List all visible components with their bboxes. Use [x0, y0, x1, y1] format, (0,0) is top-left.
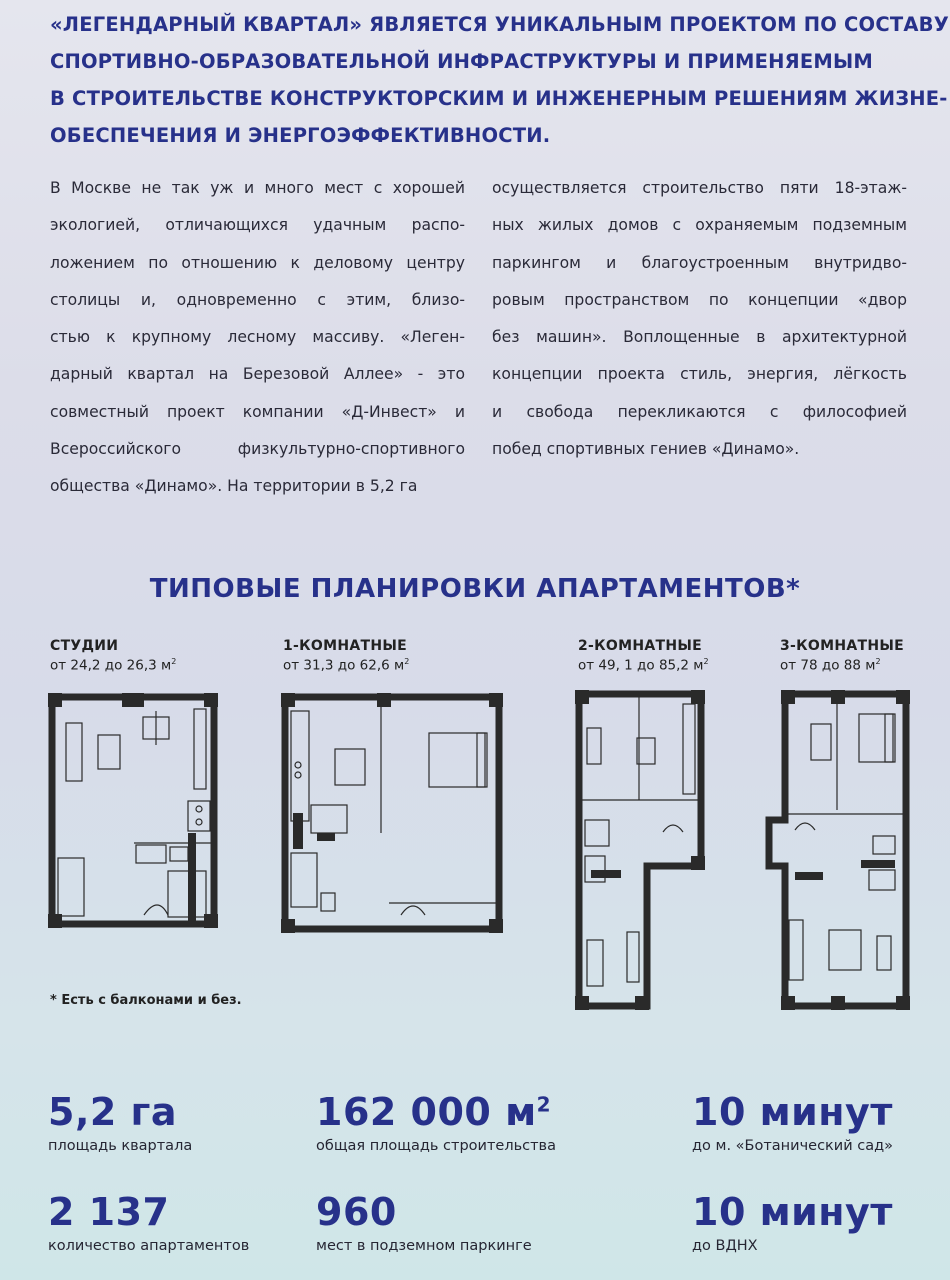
- body-line: паркингом и благоустроенным внутридво-: [492, 253, 907, 272]
- studio-floor-plan: [48, 693, 218, 928]
- footnote: * Есть с балконами и без.: [50, 993, 242, 1008]
- stat-metro-time: [692, 1090, 893, 1154]
- plan-label-studio: [50, 638, 176, 674]
- one-room-floor-plan: [281, 693, 503, 933]
- stat-value: 2 137: [48, 1190, 170, 1234]
- stat-value: 5,2 га: [48, 1090, 178, 1134]
- plan-area: от 24,2 до 26,3 $м^2$: [50, 657, 177, 674]
- stat-parking: [316, 1190, 532, 1254]
- stat-label: площадь квартала: [48, 1138, 193, 1154]
- stat-apartments: [48, 1190, 249, 1254]
- plan-area: от 49, 1 до 85,2 $м^2$: [578, 657, 709, 674]
- plan-name: 3-КОМНАТНЫЕ: [780, 638, 905, 654]
- body-line: концепции проекта стиль, энергия, лёгкость: [492, 365, 907, 384]
- intro-heading-line: В СТРОИТЕЛЬСТВЕ КОНСТРУКТОРСКИМ И ИНЖЕНЕРНЫМ РЕШЕНИЯМ ЖИЗНЕ-: [50, 87, 948, 110]
- section-title: ТИПОВЫЕ ПЛАНИРОВКИ АПАРТАМЕНТОВ*: [149, 574, 801, 604]
- plan-label-3-room: [780, 638, 904, 674]
- intro-heading-line: СПОРТИВНО-ОБРАЗОВАТЕЛЬНОЙ ИНФРАСТРУКТУРЫ И ПРИМЕНЯЕМЫМ: [50, 50, 873, 73]
- body-line: экологией, отличающихся удачным распо-: [50, 216, 465, 235]
- plan-label-2-room: [578, 638, 709, 674]
- stat-label: до м. «Ботанический сад»: [692, 1138, 894, 1154]
- body-text-right-column: [492, 170, 907, 468]
- stat-value: 960: [316, 1190, 397, 1234]
- body-line: без машин». Воплощенные в архитектурной: [492, 328, 907, 347]
- body-line: ложением по отношению к деловому центру: [50, 253, 465, 272]
- body-line: общества «Динамо». На территории в 5,2 га: [50, 477, 418, 496]
- body-line: ровым пространством по концепции «двор: [492, 290, 907, 309]
- stat-value: 10 минут: [692, 1190, 893, 1234]
- plan-name: 2-КОМНАТНЫЕ: [578, 638, 703, 654]
- body-line: столицы и, одновременно с этим, близо-: [50, 290, 465, 309]
- body-line: и свобода перекликаются с философией: [492, 402, 907, 421]
- body-line: совместный проект компании «Д-Инвест» и: [50, 402, 465, 421]
- stat-label: количество апартаментов: [48, 1238, 250, 1254]
- plan-area: от 31,3 до 62,6 $м^2$: [283, 657, 410, 674]
- plan-label-1-room: [283, 638, 409, 674]
- body-line: стью к крупному лесному массиву. «Леген-: [50, 328, 465, 347]
- stat-label: мест в подземном паркинге: [316, 1238, 532, 1254]
- intro-heading-line: «ЛЕГЕНДАРНЫЙ КВАРТАЛ» ЯВЛЯЕТСЯ УНИКАЛЬНЫМ ПРОЕКТОМ ПО СОСТАВУ: [50, 13, 949, 36]
- body-line: побед спортивных гениев «Динамо».: [492, 440, 800, 459]
- body-line: Всероссийского физкультурно-спортивного: [50, 440, 465, 459]
- body-line: осуществляется строительство пяти 18-этаж-: [492, 179, 907, 197]
- stat-vdnh-time: [692, 1190, 893, 1254]
- stat-label: общая площадь строительства: [316, 1138, 556, 1154]
- stat-area: [48, 1090, 192, 1154]
- stat-value: 10 минут: [692, 1090, 893, 1134]
- three-room-floor-plan: [765, 690, 910, 1010]
- body-text-left-column: [50, 170, 465, 506]
- stat-value: 162 000 $м^2$: [316, 1090, 552, 1134]
- stat-construction-area: [316, 1090, 556, 1154]
- plan-area: от 78 до 88 $м^2$: [780, 657, 881, 674]
- plan-name: 1-КОМНАТНЫЕ: [283, 638, 408, 654]
- intro-heading-line: ОБЕСПЕЧЕНИЯ И ЭНЕРГОЭФФЕКТИВНОСТИ.: [50, 124, 551, 147]
- body-line: ных жилых домов с охраняемым подземным: [492, 216, 907, 235]
- two-room-floor-plan: [575, 690, 705, 1010]
- body-line: дарный квартал на Березовой Аллее» - это: [50, 365, 465, 384]
- body-line: В Москве не так уж и много мест с хорошей: [50, 179, 465, 197]
- intro-heading: [50, 6, 949, 154]
- stat-label: до ВДНХ: [692, 1238, 758, 1254]
- plan-name: СТУДИИ: [50, 638, 119, 654]
